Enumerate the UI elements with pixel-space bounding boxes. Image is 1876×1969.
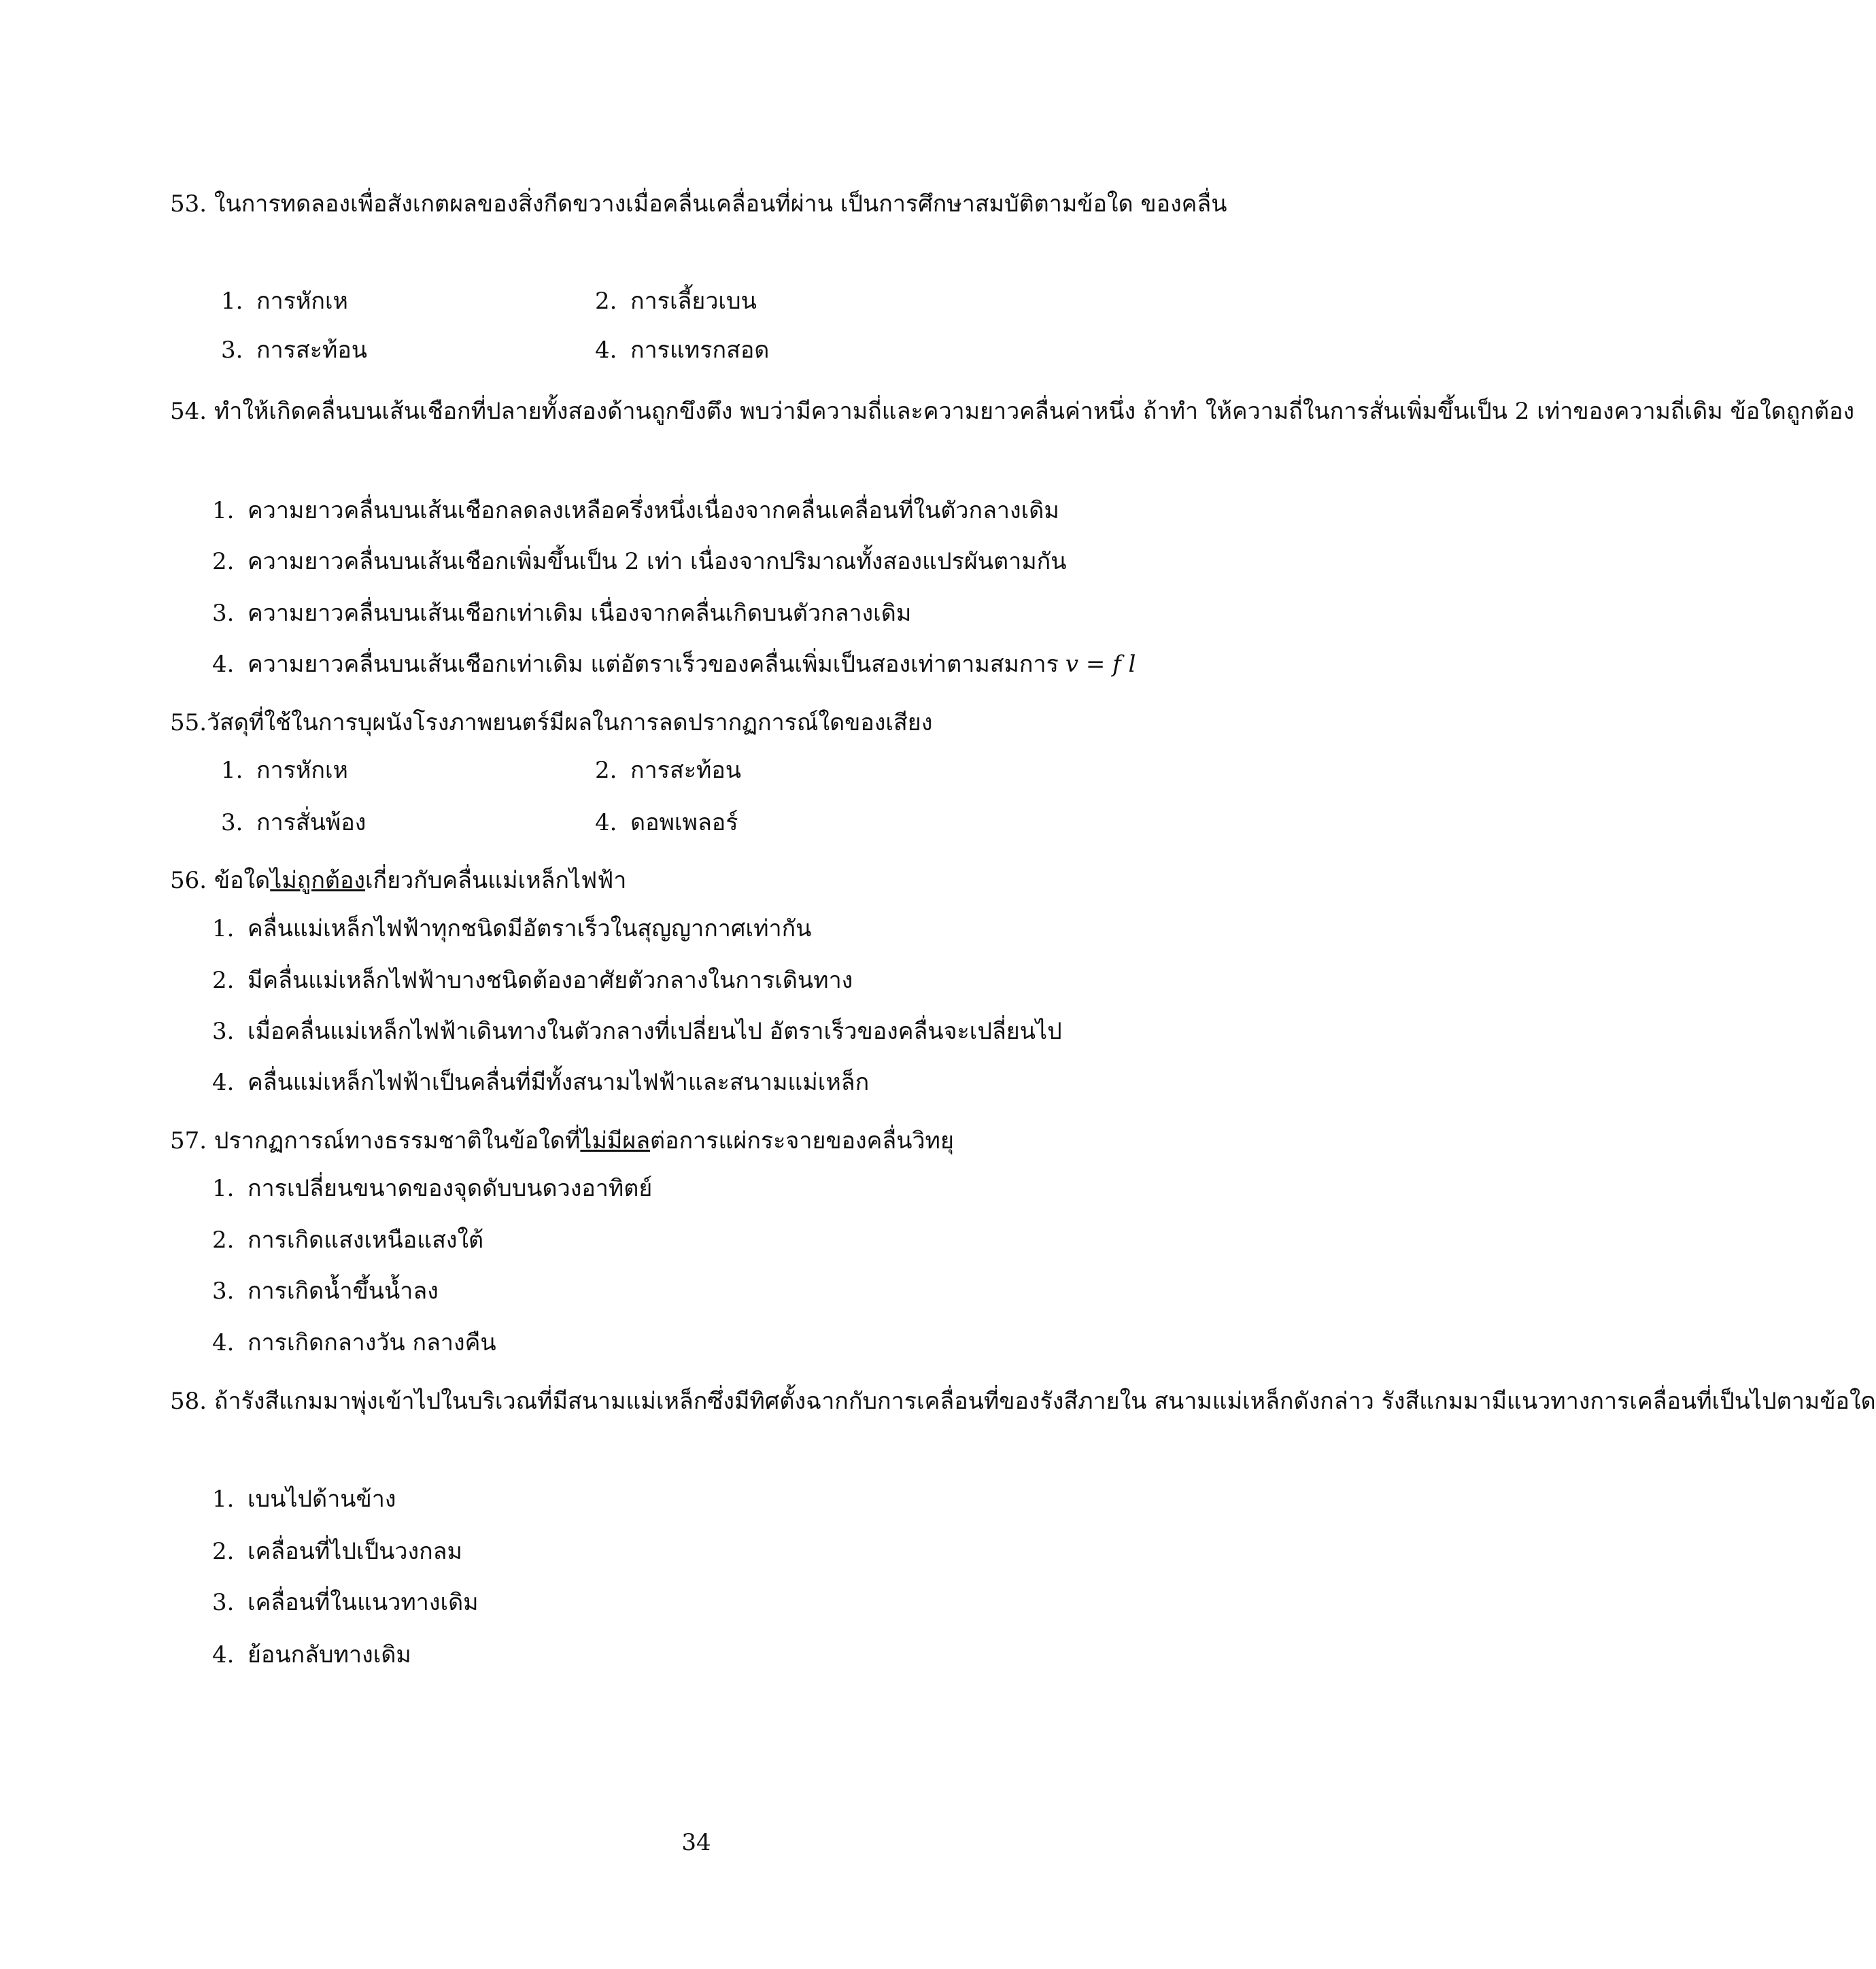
option-label: การเกิดแสงเหนือแสงใต้ (248, 1227, 484, 1254)
option-label: คลื่นแม่เหล็กไฟฟ้าทุกชนิดมีอัตราเร็วในสุญญากาศเท่ากัน (248, 915, 812, 942)
question-58-stem: 58. ถ้ารังสีแกมมาพุ่งเข้าไปในบริเวณที่มีสนามแม่เหล็กซึ่งมีทิศตั้งฉากกับการเคลื่อนที่ของรังสีภายใน สนามแม่เหล็กดังกล่าว รังสีแกมมามีแนวทางการเคลื่อนที่เป็นไปตามข้อใด (170, 1388, 1876, 1415)
q56-option-1 (212, 915, 811, 942)
option-label: เบนไปด้านข้าง (248, 1486, 396, 1513)
option-number: 2. (595, 288, 617, 315)
question-55-stem: 55.วัสดุที่ใช้ในการบุผนังโรงภาพยนตร์มีผลในการลดปรากฏการณ์ใดของเสียง (170, 709, 933, 736)
q58-option-1 (212, 1486, 396, 1513)
q53-option-3 (221, 337, 367, 364)
q54-option-4 (212, 651, 1136, 678)
q57-option-1 (212, 1175, 652, 1202)
option-label: ความยาวคลื่นบนเส้นเชือกลดลงเหลือครึ่งหนึ่งเนื่องจากคลื่นเคลื่อนที่ในตัวกลางเดิม (248, 497, 1059, 524)
option-number: 2. (595, 757, 617, 784)
question-56-emphasis: ไม่ถูกต้อง (270, 867, 366, 894)
option-label: การแทรกสอด (630, 337, 770, 364)
q56-option-4 (212, 1069, 869, 1096)
question-57-emphasis: ไม่มีผล (580, 1127, 651, 1154)
page-number: 34 (681, 1829, 711, 1856)
q58-option-4 (212, 1641, 411, 1668)
question-57-stem-end: ต่อการแผ่กระจายของคลื่นวิทยุ (650, 1127, 954, 1154)
q55-option-1 (221, 757, 348, 784)
wave-equation: v = f l (1065, 651, 1136, 678)
option-number: 4. (595, 809, 617, 836)
option-label: เมื่อคลื่นแม่เหล็กไฟฟ้าเดินทางในตัวกลางที่เปลี่ยนไป อัตราเร็วของคลื่นจะเปลี่ยนไป (248, 1018, 1062, 1045)
question-54-stem: 54. ทำให้เกิดคลื่นบนเส้นเชือกที่ปลายทั้งสองด้านถูกขึงตึง พบว่ามีความถี่และความยาวคลื่นค่าหนึ่ง ถ้าทำ ให้ความถี่ในการสั่นเพิ่มขึ้นเป็น 2 เท่าของความถี่เดิม ข้อใดถูกต้อง (170, 398, 1855, 425)
q55-option-3 (221, 809, 366, 836)
option-label: คลื่นแม่เหล็กไฟฟ้าเป็นคลื่นที่มีทั้งสนามไฟฟ้าและสนามแม่เหล็ก (248, 1069, 870, 1096)
option-number: 4. (212, 1329, 235, 1356)
option-label: การสะท้อน (630, 757, 742, 784)
option-number: 3. (212, 1278, 235, 1305)
option-label: การหักเห (256, 757, 348, 784)
option-label: การเกิดกลางวัน กลางคืน (248, 1329, 496, 1356)
option-number: 1. (212, 1486, 235, 1513)
q53-option-1 (221, 288, 348, 315)
q58-option-3 (212, 1589, 479, 1616)
option-number: 2. (212, 967, 235, 994)
option-number: 1. (212, 1175, 235, 1202)
q53-option-2 (595, 288, 757, 315)
option-label: ย้อนกลับทางเดิม (248, 1641, 411, 1668)
option-number: 3. (221, 337, 243, 364)
q57-option-4 (212, 1329, 496, 1356)
option-label: การเลี้ยวเบน (630, 288, 757, 315)
option-label: ความยาวคลื่นบนเส้นเชือกเท่าเดิม แต่อัตราเร็วของคลื่นเพิ่มเป็นสองเท่าตามสมการ (248, 651, 1059, 678)
option-label: ความยาวคลื่นบนเส้นเชือกเพิ่มขึ้นเป็น 2 เท่า เนื่องจากปริมาณทั้งสองแปรผันตามกัน (248, 548, 1067, 575)
q58-option-2 (212, 1538, 462, 1565)
q56-option-2 (212, 967, 853, 994)
q57-option-3 (212, 1278, 439, 1305)
option-label: ดอพเพลอร์ (630, 809, 738, 836)
option-number: 4. (212, 651, 235, 678)
option-label: เคลื่อนที่ไปเป็นวงกลม (248, 1538, 462, 1565)
option-label: การสะท้อน (256, 337, 368, 364)
option-label: การหักเห (256, 288, 348, 315)
question-58-text (170, 1376, 1876, 1426)
question-53-stem: 53. ในการทดลองเพื่อสังเกตผลของสิ่งกีดขวางเมื่อคลื่นเคลื่อนที่ผ่าน เป็นการศึกษาสมบัติตามข้อใด ของคลื่น (170, 190, 1227, 218)
option-number: 2. (212, 1538, 235, 1565)
option-number: 2. (212, 1227, 235, 1254)
option-number: 1. (221, 288, 243, 315)
option-number: 3. (212, 1589, 235, 1616)
option-label: การเปลี่ยนขนาดของจุดดับบนดวงอาทิตย์ (248, 1175, 653, 1202)
q54-option-1 (212, 497, 1059, 524)
option-label: การเกิดน้ำขึ้นน้ำลง (248, 1278, 439, 1305)
q54-option-3 (212, 600, 911, 627)
option-label: มีคลื่นแม่เหล็กไฟฟ้าบางชนิดต้องอาศัยตัวกลางในการเดินทาง (248, 967, 853, 994)
option-number: 1. (212, 497, 235, 524)
question-54-text (170, 386, 1855, 436)
option-label: เคลื่อนที่ในแนวทางเดิม (248, 1589, 479, 1616)
option-number: 3. (212, 1018, 235, 1045)
q57-option-2 (212, 1227, 483, 1254)
q55-option-4 (595, 809, 738, 836)
option-number: 1. (212, 915, 235, 942)
option-number: 2. (212, 548, 235, 575)
question-57-text (170, 1116, 1231, 1166)
option-number: 4. (212, 1641, 235, 1668)
option-label: ความยาวคลื่นบนเส้นเชือกเท่าเดิม เนื่องจากคลื่นเกิดบนตัวกลางเดิม (248, 600, 912, 627)
q54-option-2 (212, 548, 1066, 575)
option-number: 4. (595, 337, 617, 364)
option-label: การสั่นพ้อง (256, 809, 366, 836)
q56-option-3 (212, 1018, 1062, 1045)
question-56-stem-end: เกี่ยวกับคลื่นแม่เหล็กไฟฟ้า (365, 867, 627, 894)
option-number: 1. (221, 757, 243, 784)
question-56-stem-start: 56. ข้อใด (170, 867, 271, 894)
q55-option-2 (595, 757, 741, 784)
option-number: 3. (221, 809, 243, 836)
q53-option-4 (595, 337, 769, 364)
option-number: 4. (212, 1069, 235, 1096)
question-56-text (170, 855, 1231, 906)
question-53-text (170, 179, 1231, 229)
question-55-text (170, 698, 1231, 748)
question-57-stem-start: 57. ปรากฏการณ์ทางธรรมชาติในข้อใดที่ (170, 1127, 581, 1154)
option-number: 3. (212, 600, 235, 627)
